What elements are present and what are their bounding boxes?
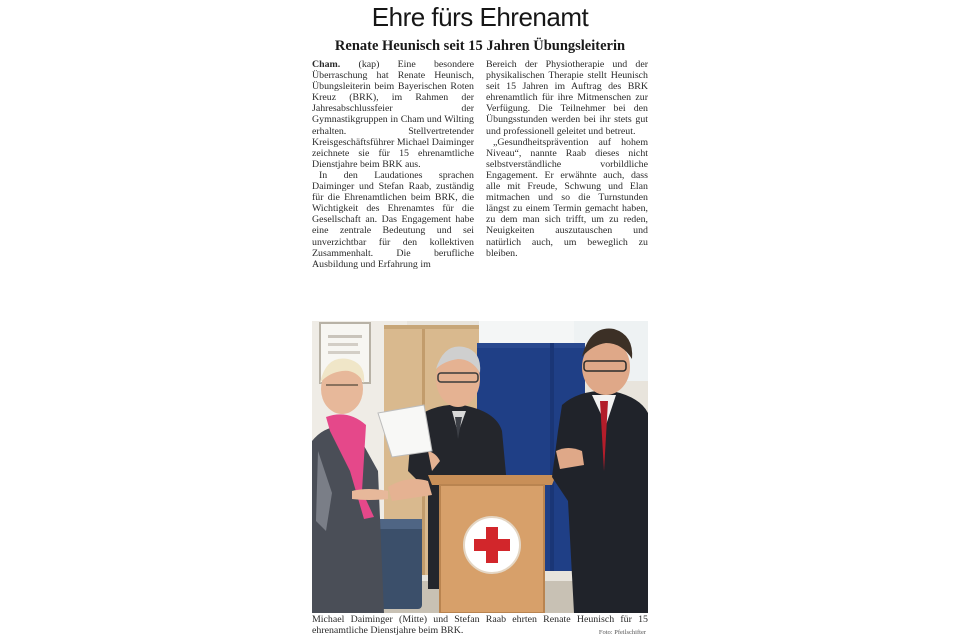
trash-bin bbox=[378, 519, 422, 609]
newspaper-article bbox=[312, 0, 648, 640]
award-photo bbox=[312, 321, 648, 613]
text-column-right bbox=[486, 59, 648, 315]
lectern bbox=[428, 475, 556, 613]
photo-credit: Foto: Pfeilschifter bbox=[598, 629, 646, 636]
text-column-left bbox=[312, 59, 474, 315]
dateline: Cham. bbox=[312, 59, 341, 70]
photo-caption: Michael Daiminger (Mitte) und Stefan Raab ehrten Renate Heunisch für 15 ehrenamtliche Dienstjahre beim BRK. bbox=[312, 614, 648, 636]
paragraph: „Gesundheitsprävention auf hohem Niveau“, nannte Raab dieses nicht selbstverständliche vorbildliche Engagement. Er erwähnte auch, dass alle mit Freude, Schwung und Elan mitmachen und so die Turnstunden längst zu einem Termin gemacht haben, zu dem man sich trifft, um zu reden, Neuigkeiten auszutauschen und natürlich auch, um beweglich zu bleiben. bbox=[486, 136, 648, 259]
paragraph: Bereich der Physiotherapie und der physikalischen Therapie stellt Heunisch seit 15 Jahren im Auftrag des BRK ehrenamtlich für ihre Mitmenschen zur Verfügung. Die Teilnehmer bei den Übungsstunden werden bei ihr stets gut und professionell geleitet und betreut. bbox=[486, 59, 648, 137]
paragraph bbox=[312, 59, 474, 170]
paragraph-text: (kap) Eine besondere Überraschung hat Renate Heunisch, Übungsleiterin beim Bayerischen Roten Kreuz (BRK), im Rahmen der Jahresabschlussfeier der Gymnastikgruppen in Cham und Wilting erhalten. Stellvertretender Kreisgeschäftsführer Michael Daiminger zeichnete sie für 15 ehrenamtliche Dienstjahre beim BRK aus. bbox=[312, 59, 474, 170]
headline: Ehre fürs Ehrenamt bbox=[371, 2, 589, 32]
paragraph: In den Laudationes sprachen Daiminger und Stefan Raab, zuständig für die Ehrenamtlichen beim BRK, die Wichtigkeit des Ehrenamtes für die Gesellschaft an. Das Engagement habe eine zentrale Bedeutung und sei unverzichtbar für den kollektiven Zusammenhalt. Die berufliche Ausbildung und Erfahrung im bbox=[312, 169, 474, 270]
subheadline: Renate Heunisch seit 15 Jahren Übungsleiterin bbox=[334, 38, 626, 54]
award-photo-scene bbox=[312, 321, 648, 613]
article-body bbox=[312, 59, 648, 315]
